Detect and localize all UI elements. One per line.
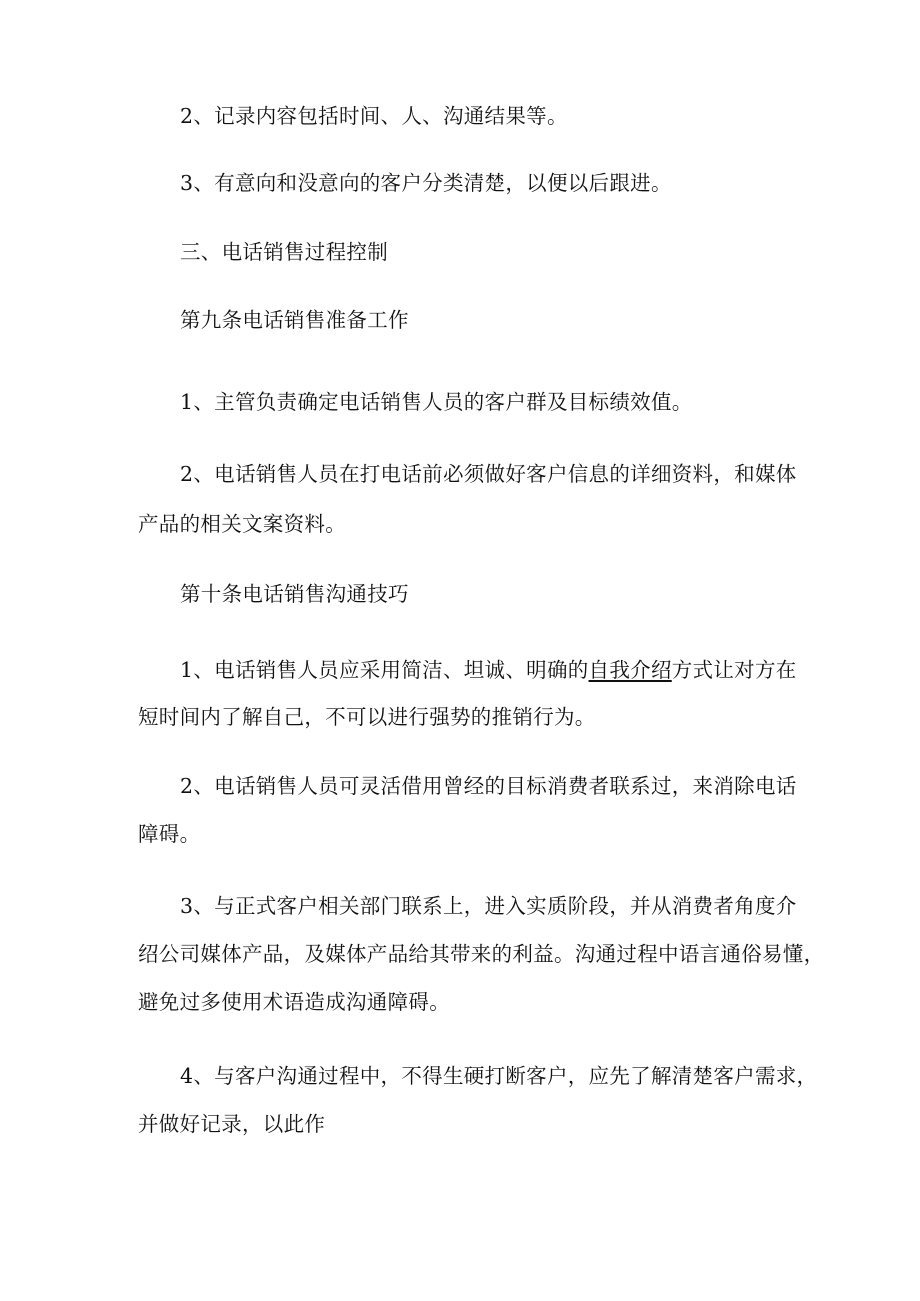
list-item-communication: 4、与客户沟通过程中，不得生硬打断客户，应先了解清楚客户需求， bbox=[180, 1064, 818, 1088]
list-item-supervisor: 1、主管负责确定电话销售人员的客户群及目标绩效值。 bbox=[180, 390, 693, 414]
list-item-introduction bbox=[180, 656, 797, 684]
list-item-preparation-cont: 产品的相关文案资料。 bbox=[138, 512, 346, 536]
article-heading: 第九条电话销售准备工作 bbox=[180, 308, 409, 332]
paragraph-text: 方式让对方在 bbox=[671, 658, 797, 682]
list-item-formal-customer: 3、与正式客户相关部门联系上，进入实质阶段，并从消费者角度介 bbox=[180, 894, 797, 918]
list-item-communication-cont: 并做好记录，以此作 bbox=[138, 1112, 326, 1136]
section-heading: 三、电话销售过程控制 bbox=[180, 240, 388, 264]
list-item-classify-customers: 3、有意向和没意向的客户分类清楚，以便以后跟进。 bbox=[180, 171, 672, 195]
list-item-formal-customer-cont: 绍公司媒体产品，及媒体产品给其带来的利益。沟通过程中语言通俗易懂， bbox=[138, 942, 825, 966]
list-item-preparation: 2、电话销售人员在打电话前必须做好客户信息的详细资料，和媒体 bbox=[180, 462, 797, 486]
list-item-contact-cont: 障碍。 bbox=[138, 822, 201, 846]
list-item-formal-customer-cont: 避免过多使用术语造成沟通障碍。 bbox=[138, 990, 450, 1014]
list-item-introduction-cont: 短时间内了解自己，不可以进行强势的推销行为。 bbox=[138, 705, 596, 729]
underlined-term: 自我介绍 bbox=[588, 658, 672, 682]
paragraph-text: 1、电话销售人员应采用简洁、坦诚、明确的 bbox=[180, 658, 589, 682]
list-item-contact: 2、电话销售人员可灵活借用曾经的目标消费者联系过，来消除电话 bbox=[180, 774, 797, 798]
article-heading: 第十条电话销售沟通技巧 bbox=[180, 582, 409, 606]
list-item-record-content: 2、记录内容包括时间、人、沟通结果等。 bbox=[180, 104, 568, 128]
